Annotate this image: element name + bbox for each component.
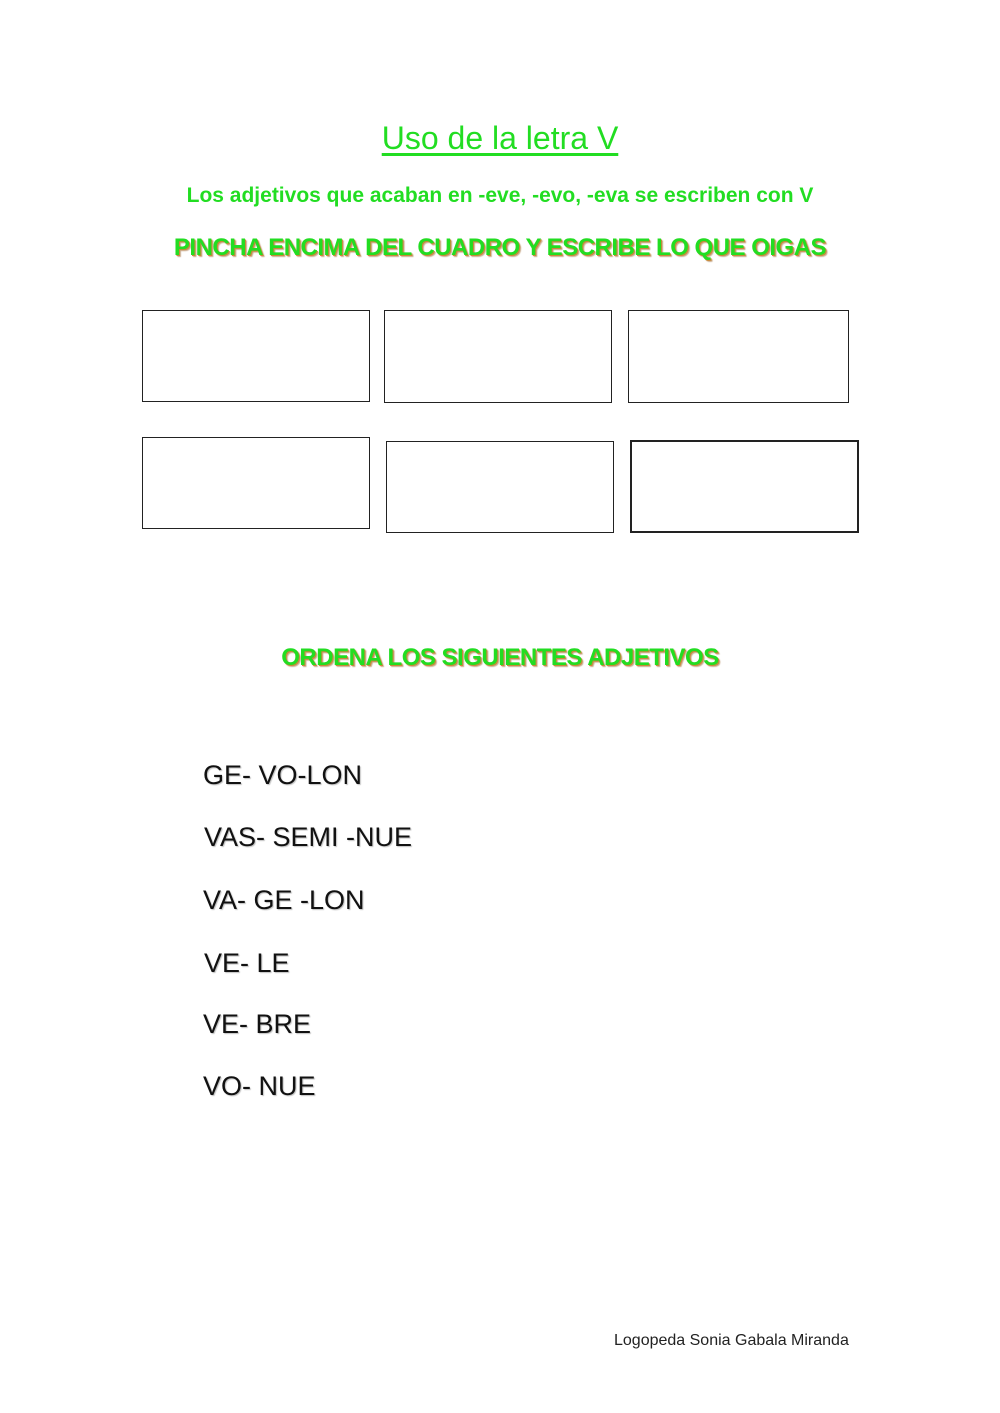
answer-box-6[interactable]: [630, 440, 859, 533]
answer-box-3[interactable]: [628, 310, 849, 403]
answer-box-5[interactable]: [386, 441, 614, 533]
answer-box-2[interactable]: [384, 310, 612, 403]
listen-instruction: PINCHA ENCIMA DEL CUADRO Y ESCRIBE LO QUE OIGAS: [173, 234, 827, 261]
author-footer: Logopeda Sonia Gabala Miranda: [614, 1332, 849, 1349]
answer-box-4[interactable]: [142, 437, 370, 529]
order-instruction: ORDENA LOS SIGUIENTES ADJETIVOS: [281, 644, 719, 671]
scrambled-word-5: VE- BRE: [203, 1009, 312, 1039]
scrambled-word-2: VAS- SEMI -NUE: [204, 822, 413, 852]
scrambled-word-6: VO- NUE: [203, 1071, 316, 1101]
page-title: Uso de la letra V: [381, 120, 619, 156]
scrambled-word-4: VE- LE: [204, 948, 290, 978]
rule-subtitle: Los adjetivos que acaban en -eve, -evo, -eva se escriben con V: [186, 184, 814, 207]
scrambled-word-3: VA- GE -LON: [203, 885, 365, 915]
scrambled-word-1: GE- VO-LON: [203, 760, 363, 790]
answer-box-1[interactable]: [142, 310, 370, 402]
